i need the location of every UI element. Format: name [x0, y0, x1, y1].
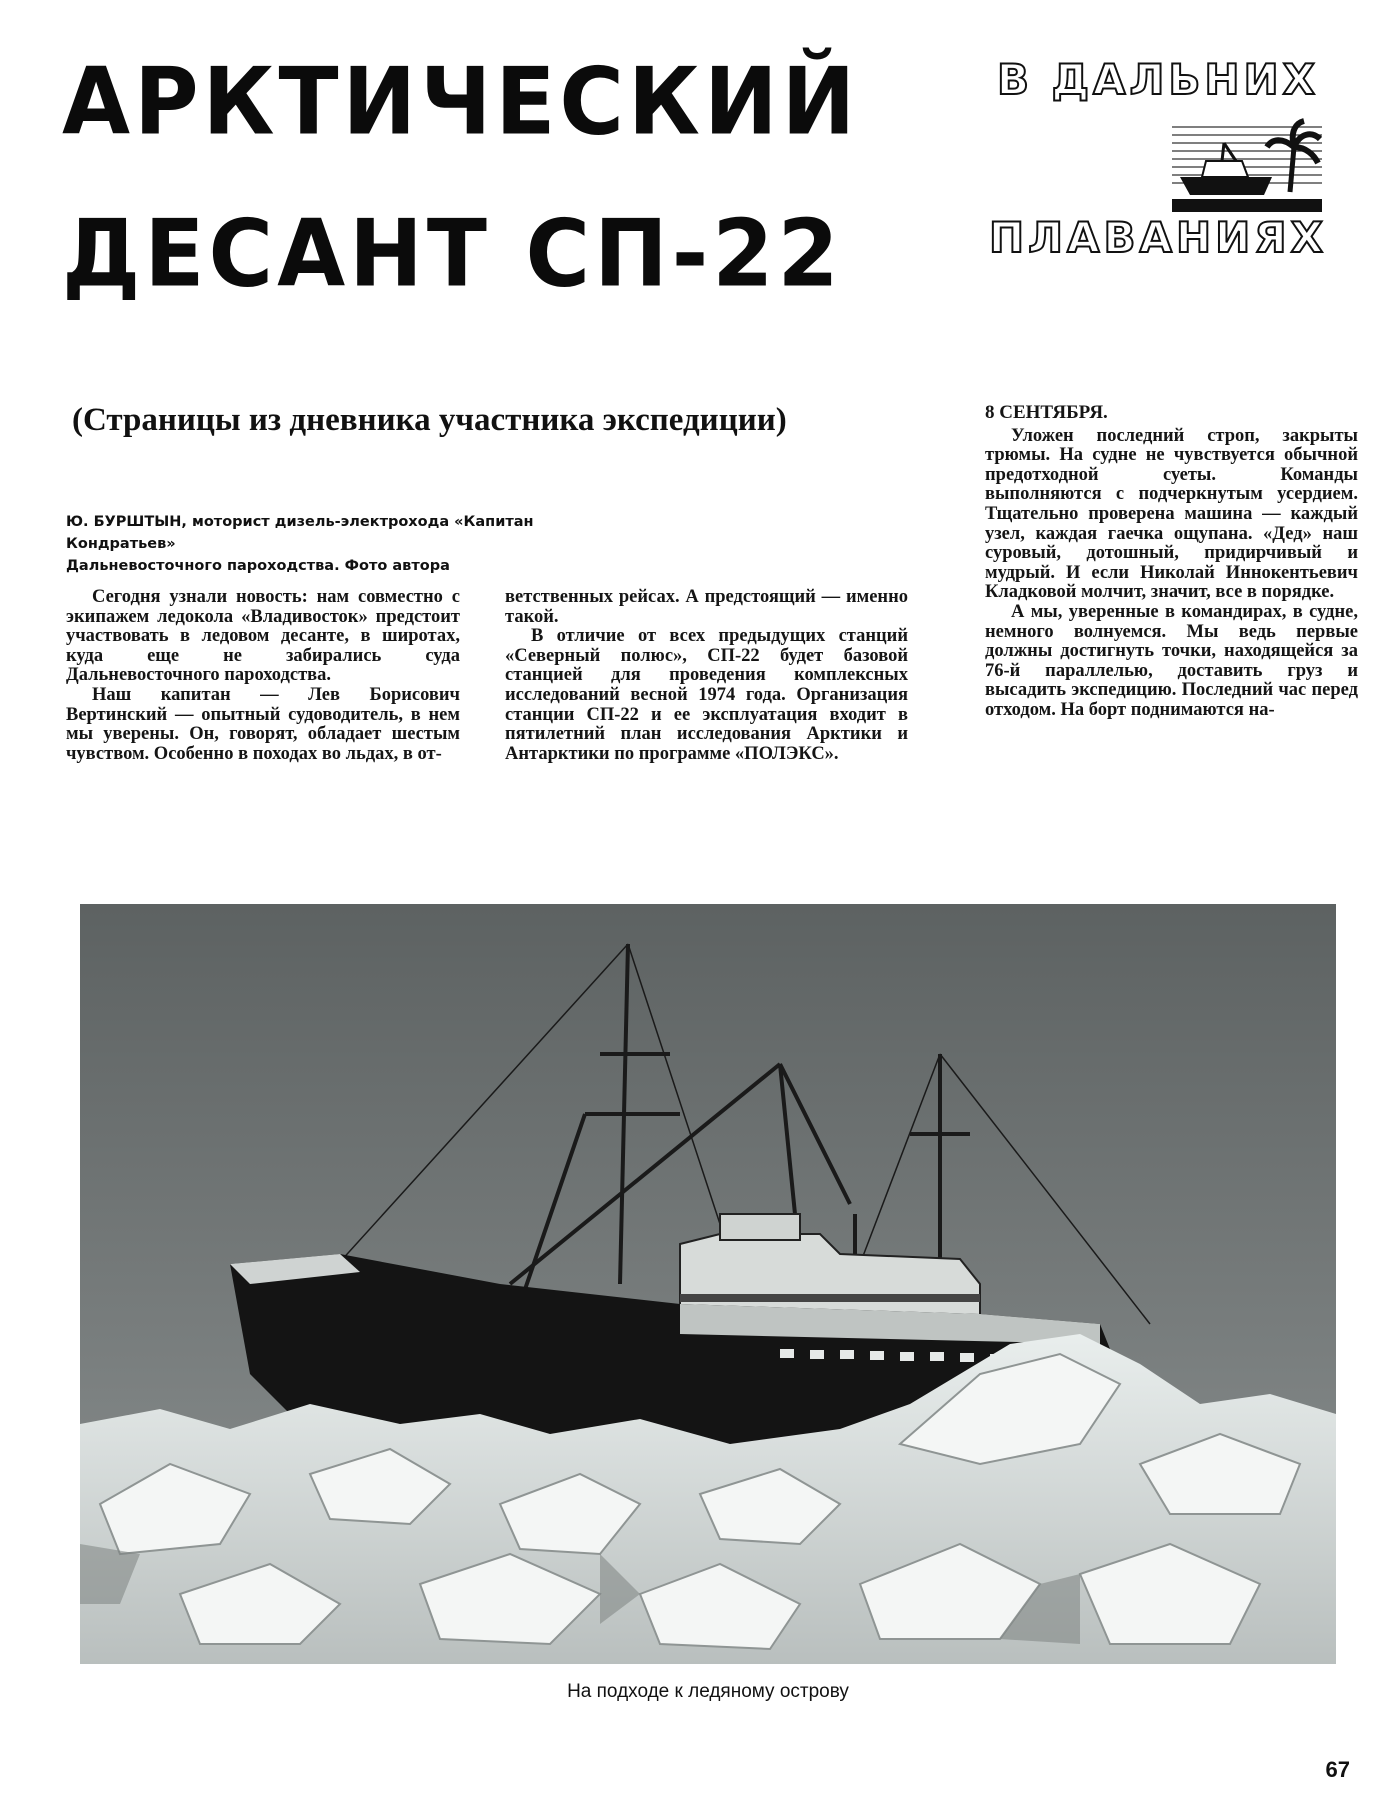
icebreaker-photo	[80, 904, 1336, 1664]
text-column-1	[66, 588, 460, 764]
article-subtitle: (Страницы из дневника участника экспедиции)	[72, 402, 787, 438]
article-title-line1: АРКТИЧЕСКИЙ	[62, 47, 860, 156]
article-title-line2: ДЕСАНТ СП-22	[62, 199, 843, 308]
byline-line2: Дальневосточного пароходства. Фото автора	[66, 558, 450, 574]
paragraph: В отличие от всех предыдущих станций «Северный полюс», СП-22 будет базовой станцией для проведения комплексных исследований весной 1974 года. Организация станции СП-22 и ее эксплуатация входит в пятилетний план исследования Арктики и Антарктики по программе «ПОЛЭКС».	[505, 626, 908, 764]
byline-role: моторист дизель-электрохода «Капитан Кондратьев»	[66, 514, 534, 552]
paragraph: Уложен последний строп, закрыты трюмы. На судне не чувствуется обычной предотходной суеты. Команды выполняются с подчеркнутым усердием. Тщательно проверена машина — каждый узел, каждая гаечка ощупана. «Дед» наш суровый, дотошный, придирчивый и мудрый. И если Николай Иннокентьевич Кладковой молчит, значит, все в порядке.	[985, 425, 1358, 603]
paragraph: Наш капитан — Лев Борисович Вертинский — опытный судоводитель, в нем мы уверены. Он, говорят, обладает шестым чувством. Особенно в походах во льдах, в от-	[66, 684, 460, 764]
diary-date: 8 СЕНТЯБРЯ.	[985, 402, 1108, 423]
byline	[66, 511, 566, 577]
text-column-2	[505, 588, 908, 764]
ship-palm-icon	[1172, 117, 1322, 212]
photo-caption: На подходе к ледяному острову	[567, 1681, 849, 1702]
byline-author: Ю. БУРШТЫН,	[66, 514, 187, 530]
paragraph: ветственных рейсах. А предстоящий — именно такой.	[505, 587, 908, 627]
rubric-line2: ПЛАВАНИЯХ	[988, 213, 1328, 262]
rubric-badge	[952, 55, 1364, 270]
paragraph: А мы, уверенные в командирах, в судне, немного волнуемся. Мы ведь первые должны достигнуть точки, находящейся за 76-й параллелью, доставить груз и высадить экспедицию. Последний час перед отходом. На борт поднимаются на-	[985, 601, 1358, 720]
text-column-3	[985, 403, 1358, 721]
paragraph: Сегодня узнали новость: нам совместно с экипажем ледокола «Владивосток» предстоит участвовать в ледовом десанте, в широтах, куда еще не забирались суда Дальневосточного пароходства.	[66, 587, 460, 686]
byline-line1	[66, 511, 566, 555]
rubric-line1: В ДАЛЬНИХ	[996, 55, 1320, 104]
page-number: 67	[1325, 1757, 1350, 1782]
